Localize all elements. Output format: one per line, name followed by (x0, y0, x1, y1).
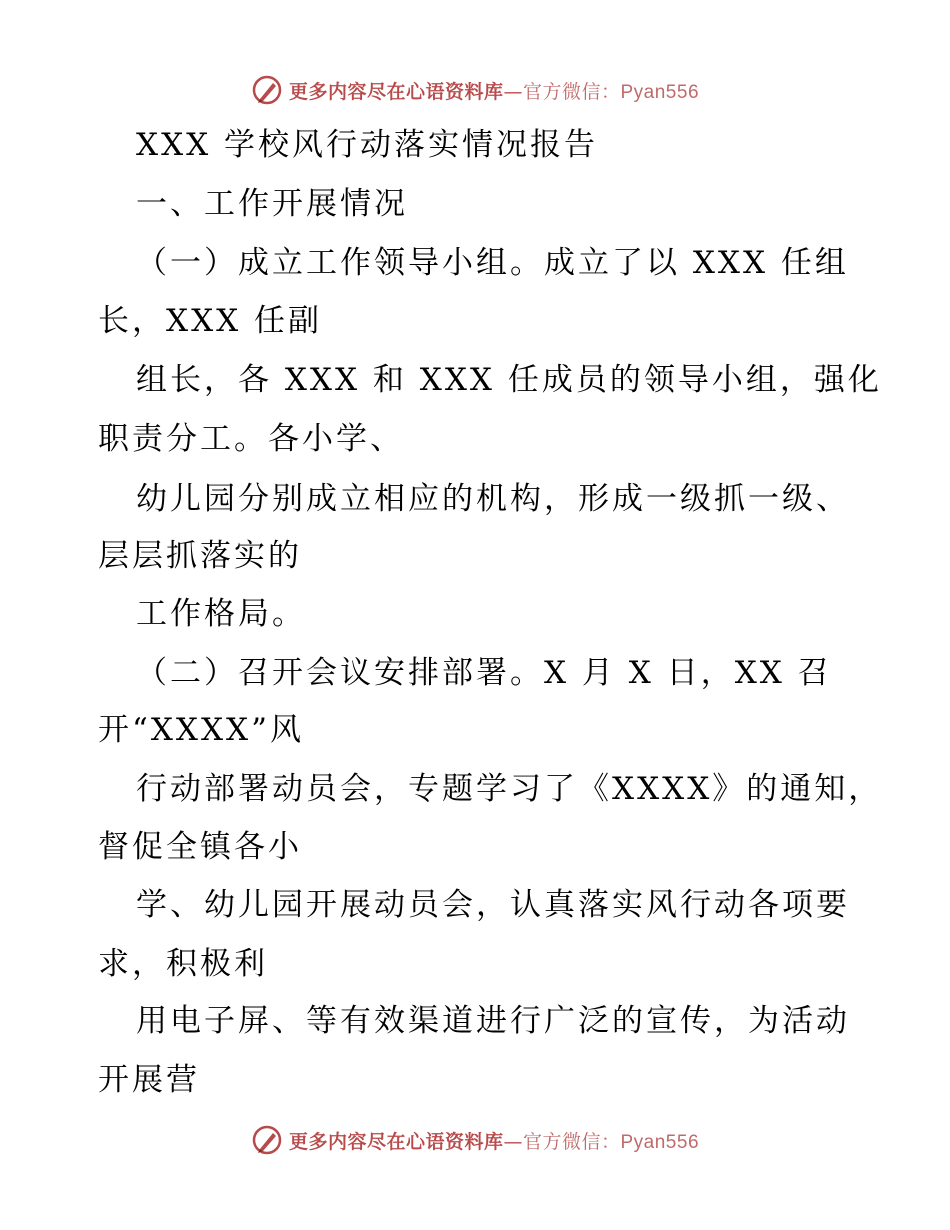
paragraph-line: 幼儿园分别成立相应的机构，形成一级抓一级、 (136, 481, 850, 517)
paragraph-line: 开展营 (98, 1062, 200, 1098)
paragraph-line: 工作格局。 (136, 596, 306, 632)
paragraph-line: 长，XXX 任副 (98, 303, 323, 339)
watermark-sub: 官方微信： (522, 80, 621, 103)
paragraph-line: 层层抓落实的 (98, 538, 302, 574)
watermark-id: Pyan556 (620, 1131, 700, 1153)
paragraph-line: 职责分工。各小学、 (98, 421, 404, 457)
paragraph-line: （一）成立工作领导小组。成立了以 XXX 任组 (136, 245, 849, 281)
watermark-sub: 官方微信： (522, 1130, 621, 1153)
watermark-dash: — (503, 1130, 523, 1153)
watermark-group (251, 74, 699, 106)
paragraph-line: （二）召开会议安排部署。X 月 X 日，XX 召 (136, 655, 832, 691)
document-title: XXX 学校风行动落实情况报告 (136, 127, 599, 163)
watermark-dash: — (503, 80, 523, 103)
paragraph-line: 开“XXXX”风 (98, 712, 304, 748)
paragraph-line: 督促全镇各小 (98, 829, 302, 865)
paragraph-line: 求，积极利 (98, 946, 268, 982)
paragraph-line: 行动部署动员会，专题学习了《XXXX》的通知， (136, 771, 883, 807)
header-watermark (0, 70, 950, 110)
paragraph-line: 用电子屏、等有效渠道进行广泛的宣传，为活动 (136, 1003, 850, 1039)
watermark-main: 更多内容尽在心语资料库 (288, 80, 504, 103)
section-heading: 一、工作开展情况 (136, 186, 408, 222)
watermark-id: Pyan556 (620, 81, 700, 103)
pen-logo-icon (251, 1124, 283, 1156)
watermark-main: 更多内容尽在心语资料库 (288, 1130, 504, 1153)
pen-logo-icon (251, 74, 283, 106)
watermark-text (289, 77, 699, 104)
watermark-group (251, 1124, 699, 1156)
paragraph-line: 学、幼儿园开展动员会，认真落实风行动各项要 (136, 887, 850, 923)
paragraph-line: 组长，各 XXX 和 XXX 任成员的领导小组，强化 (136, 362, 882, 398)
footer-watermark (0, 1120, 950, 1160)
watermark-text (289, 1127, 699, 1154)
